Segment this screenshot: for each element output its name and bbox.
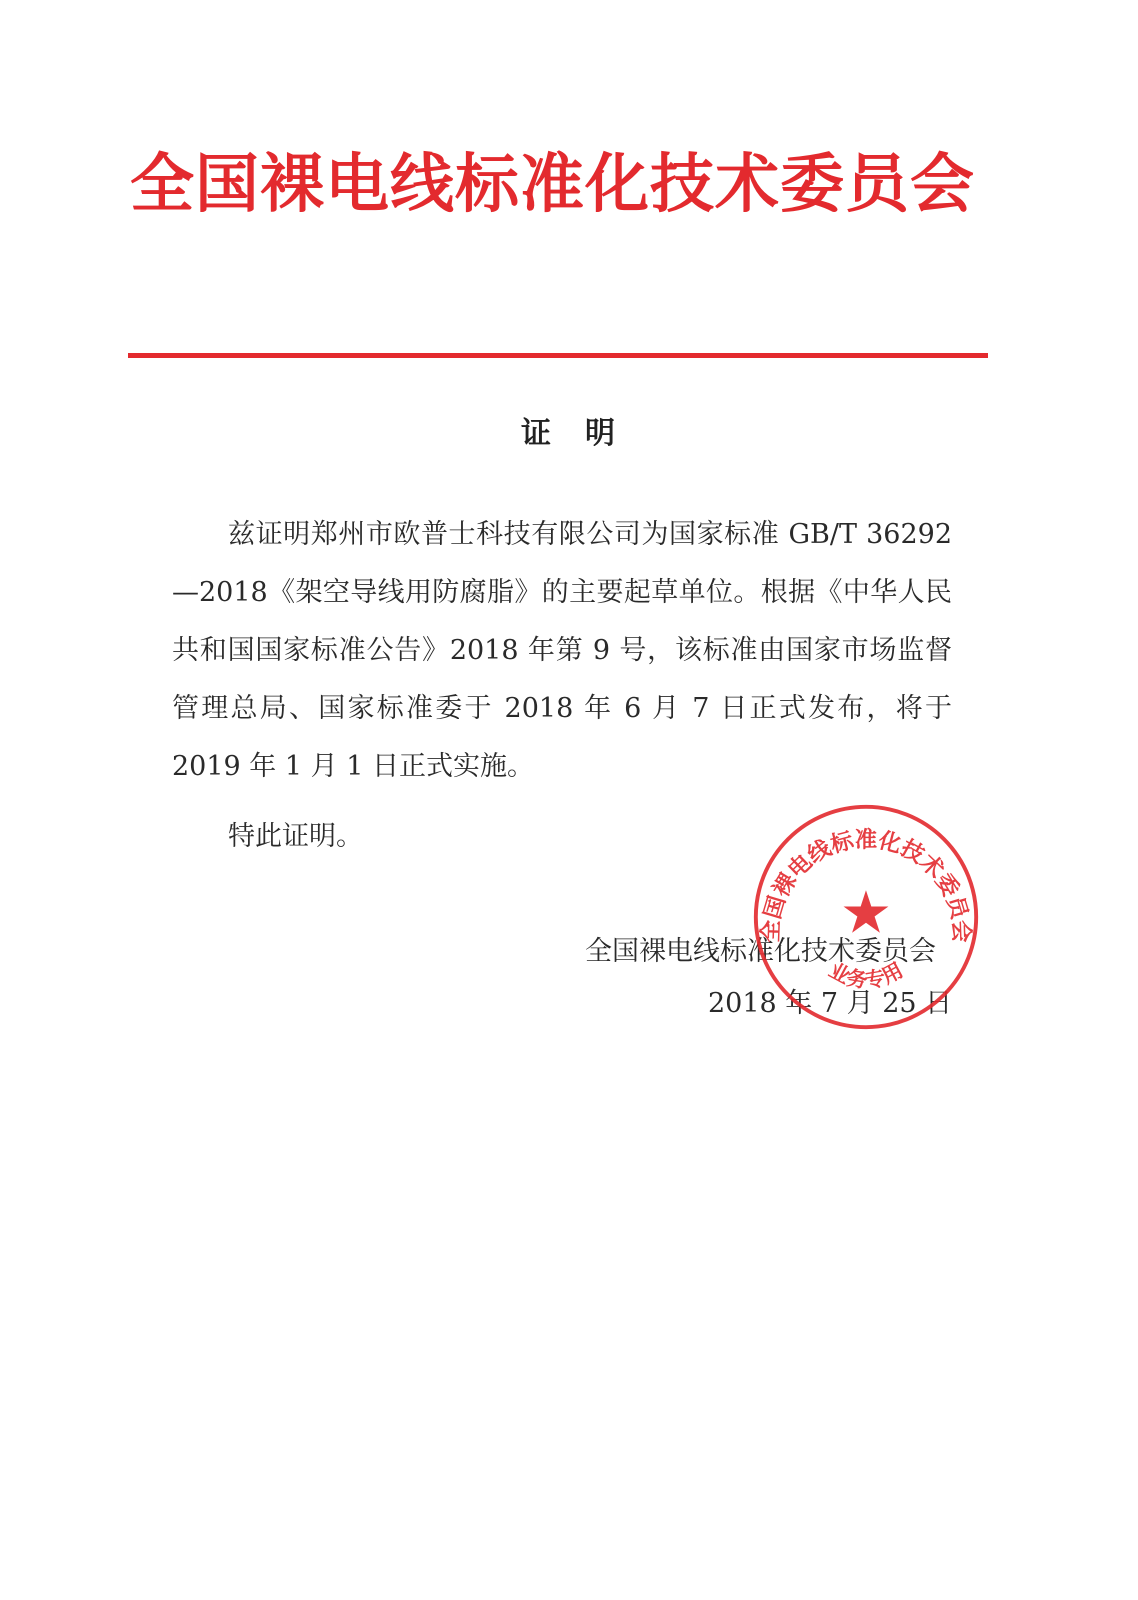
official-seal xyxy=(749,800,983,1034)
seal-bottom-text: 业务专用 xyxy=(825,957,907,993)
signature-date: 2018 年 7 月 25 日 xyxy=(708,988,953,1019)
seal-star-icon: ★ xyxy=(839,878,893,947)
signature-organization: 全国裸电线标准化技术委员会 xyxy=(585,936,936,967)
letterhead-title: 全国裸电线标准化技术委员会 xyxy=(130,148,975,222)
letterhead-divider xyxy=(128,353,988,358)
document-title: 证 明 xyxy=(521,416,617,451)
closing-statement: 特此证明。 xyxy=(228,821,363,852)
seal-arc-text: 全国裸电线标准化技术委员会 xyxy=(757,826,975,943)
certificate-body: 兹证明郑州市欧普士科技有限公司为国家标准 GB/T 36292—2018《架空导线用防腐脂》的主要起草单位。根据《中华人民共和国国家标准公告》2018 年第 9 号，该标准由国家市场监督管理总局、国家标准委于 2018 年 6 月 7 日正式发布，将于 2019 年 1 月 1 日正式实施。 xyxy=(172,519,952,782)
